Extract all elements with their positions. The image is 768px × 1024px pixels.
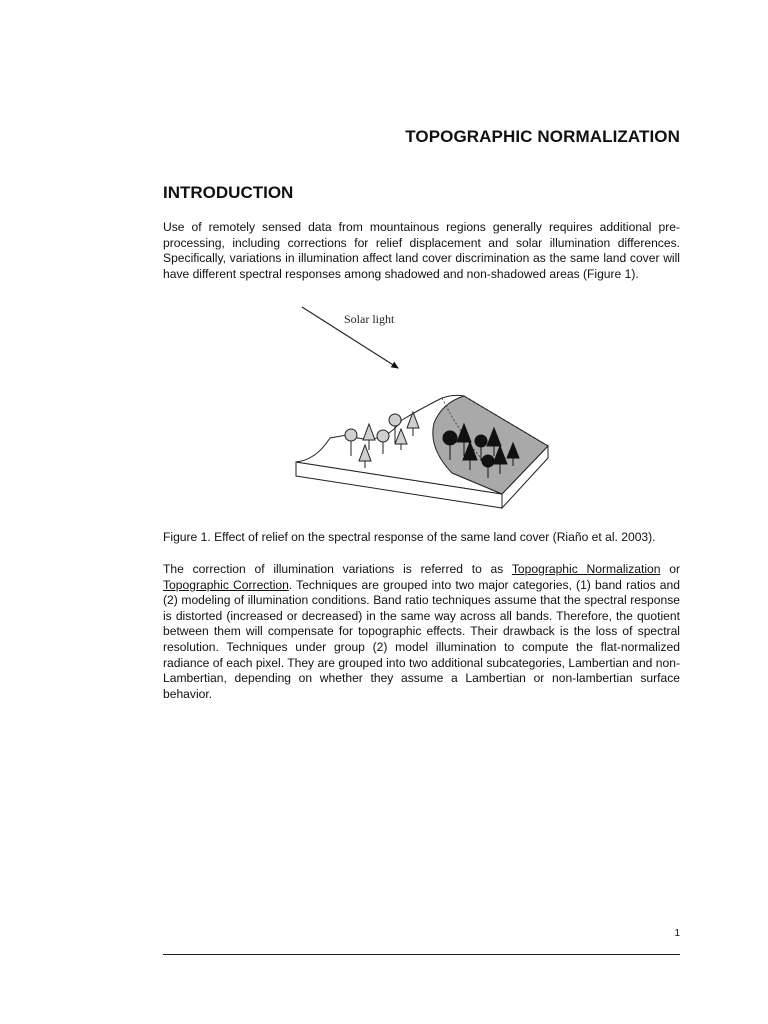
relief-illumination-figure <box>292 298 554 514</box>
topographic-correction-term: Topographic Correction <box>163 577 289 592</box>
footer-rule <box>163 954 680 955</box>
intro-paragraph: Use of remotely sensed data from mountainous regions generally requires additional pre-processing, including corrections for relief displacement and solar illumination differences. Specifically, variations in illumination affect land cover discrimination as the same land cover will have different spectral responses among shadowed and non-shadowed areas (Figure 1). <box>163 220 680 281</box>
paragraph-text: or <box>660 562 680 576</box>
section-heading: INTRODUCTION <box>163 183 294 202</box>
topographic-normalization-term: Topographic Normalization <box>511 562 661 576</box>
paragraph-text: . Techniques are grouped into two major categories, (1) band ratios and (2) modeling of illumination conditions. Band ratio techniques assume that the spectral response is distorted (increased or decreased) in the same way across all bands. Therefore, the quotient between them will compensate for topographic effects. Their drawback is the loss of spectral resolution. Techniques under group (2) model illumination to compute the flat-normalized radiance of each pixel. They are grouped into two additional subcategories, Lambertian and non-Lambertian, depending on whether they assume a Lambertian or non-lambertian surface behavior. <box>163 577 680 701</box>
page-title: TOPOGRAPHIC NORMALIZATION <box>405 127 680 146</box>
figure-caption: Figure 1. Effect of relief on the spectral response of the same land cover (Riaño et al. 2003). <box>163 530 656 544</box>
body-paragraph <box>163 562 680 702</box>
solar-light-label: Solar light <box>344 312 395 326</box>
page-number: 1 <box>674 928 680 939</box>
paragraph-text: The correction of illumination variations is referred to as <box>163 562 512 576</box>
